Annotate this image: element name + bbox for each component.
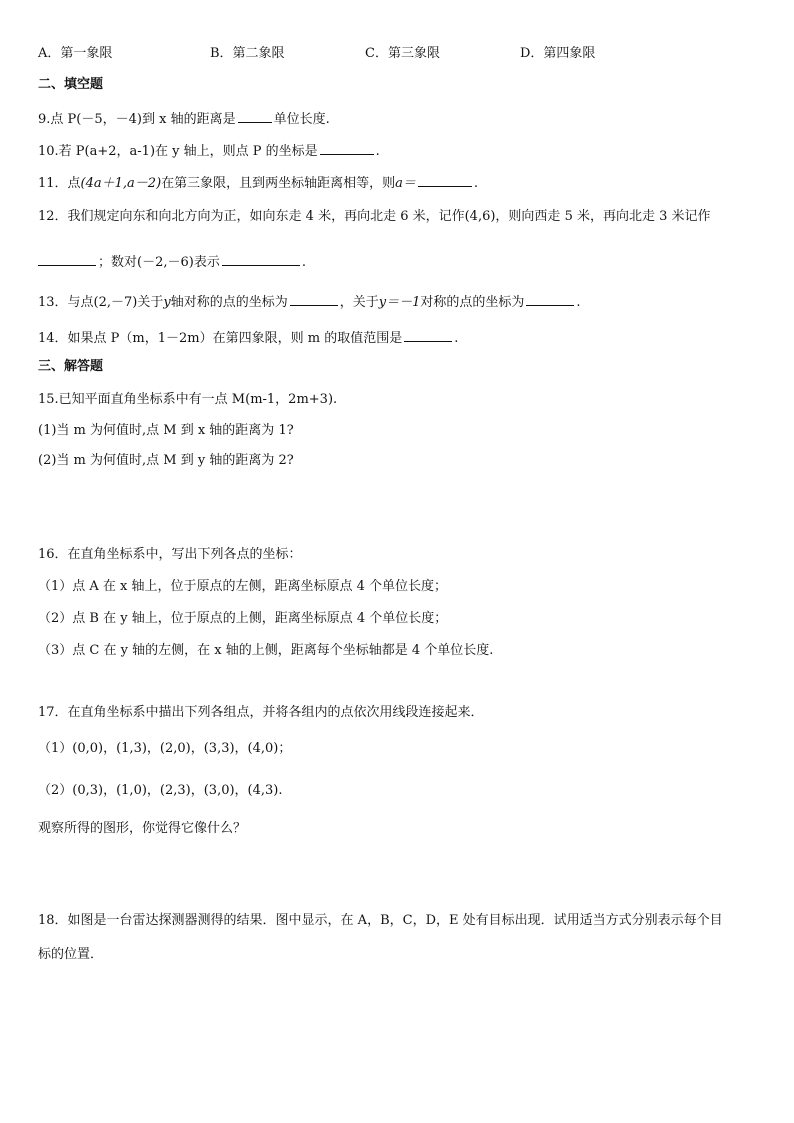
question-17-part1: （1）(0,0)，(1,3)，(2,0)，(3,3)，(4,0)； (38, 741, 292, 756)
question-15-part2: (2)当 m 为何值时,点 M 到 y 轴的距离为 2? (38, 453, 294, 468)
question-18-line2: 标的位置． (38, 947, 104, 962)
q14-tail: . (454, 331, 459, 346)
option-b: B．第二象限 (210, 46, 285, 61)
q13-mid3: 对称的点的坐标为 (420, 295, 525, 310)
q11-blank[interactable] (418, 172, 472, 187)
question-16-stem: 16．在直角坐标系中，写出下列各点的坐标： (38, 547, 302, 562)
q11-var: a＝ (395, 176, 416, 191)
q9-blank[interactable] (238, 108, 272, 123)
q11-tail: . (473, 176, 479, 191)
question-14 (38, 327, 756, 348)
q12-blank-2[interactable] (222, 251, 300, 266)
question-16-part2: （2）点 B 在 y 轴上，位于原点的上侧，距离坐标原点 4 个单位长度； (38, 611, 448, 626)
question-15-part1: (1)当 m 为何值时,点 M 到 x 轴的距离为 1? (38, 423, 294, 438)
q12-mid: ；数对(－2,－6)表示 (98, 255, 220, 270)
q13-eq: y＝－1 (378, 295, 421, 310)
question-17-part2: （2）(0,3)，(1,0)，(2,3)，(3,0)，(4,3). (38, 783, 283, 798)
question-12-line1: 12．我们规定向东和向北方向为正，如向东走 4 米，再向北走 6 米，记作(4,6)，则向西走 5 米，再向北走 3 米记作 (38, 209, 711, 224)
question-18-line1: 18．如图是一台雷达探测器测得的结果．图中显示，在 A，B，C，D，E 处有目标出现．试用适当方式分别表示每个目 (38, 913, 723, 928)
section-title-fill-in: 二、填空题 (38, 77, 104, 92)
q9-tail: 单位长度. (273, 112, 330, 127)
question-16-part3: （3）点 C 在 y 轴的左侧，在 x 轴的上侧，距离每个坐标轴都是 4 个单位长度. (38, 643, 494, 658)
q13-tail: . (576, 295, 581, 310)
q11-coord: (4a＋1,a－2) (80, 176, 162, 191)
question-13 (38, 291, 756, 312)
q13-axis: y (163, 295, 171, 310)
q10-tail: . (375, 144, 380, 159)
option-c: C．第三象限 (365, 46, 440, 61)
question-15-stem: 15.已知平面直角坐标系中有一点 M(m-1，2m+3). (38, 392, 338, 407)
q13-mid2: ，关于 (339, 295, 379, 310)
q13-mid1: 轴对称的点的坐标为 (170, 295, 288, 310)
q13-blank-1[interactable] (290, 291, 338, 306)
q12-tail: . (301, 255, 306, 270)
section-title-answer: 三、解答题 (38, 359, 104, 374)
question-17-stem: 17．在直角坐标系中描出下列各组点，并将各组内的点依次用线段连接起来． (38, 705, 484, 720)
q12-blank-1[interactable] (38, 251, 96, 266)
q10-text: 10.若 P(a+2，a-1)在 y 轴上，则点 P 的坐标是 (38, 144, 318, 159)
question-9 (38, 108, 756, 129)
question-11 (38, 172, 756, 193)
q13-blank-2[interactable] (526, 291, 574, 306)
q10-blank[interactable] (320, 140, 374, 155)
q14-blank[interactable] (404, 327, 452, 342)
q11-text: 11．点 (38, 176, 81, 191)
question-12-line2 (38, 251, 756, 272)
q13-text: 13．与点(2,－7)关于 (38, 295, 164, 310)
question-10 (38, 140, 756, 161)
q11-mid: 在第三象限，且到两坐标轴距离相等，则 (161, 176, 396, 191)
question-16-part1: （1）点 A 在 x 轴上，位于原点的左侧，距离坐标原点 4 个单位长度； (38, 579, 448, 594)
q9-text: 9.点 P(－5，－4)到 x 轴的距离是 (38, 112, 236, 127)
q14-text: 14．如果点 P（m，1－2m）在第四象限，则 m 的取值范围是 (38, 331, 403, 346)
question-17-tail: 观察所得的图形，你觉得它像什么？ (38, 821, 247, 836)
option-a: A．第一象限 (38, 46, 113, 61)
option-d: D．第四象限 (520, 46, 596, 61)
